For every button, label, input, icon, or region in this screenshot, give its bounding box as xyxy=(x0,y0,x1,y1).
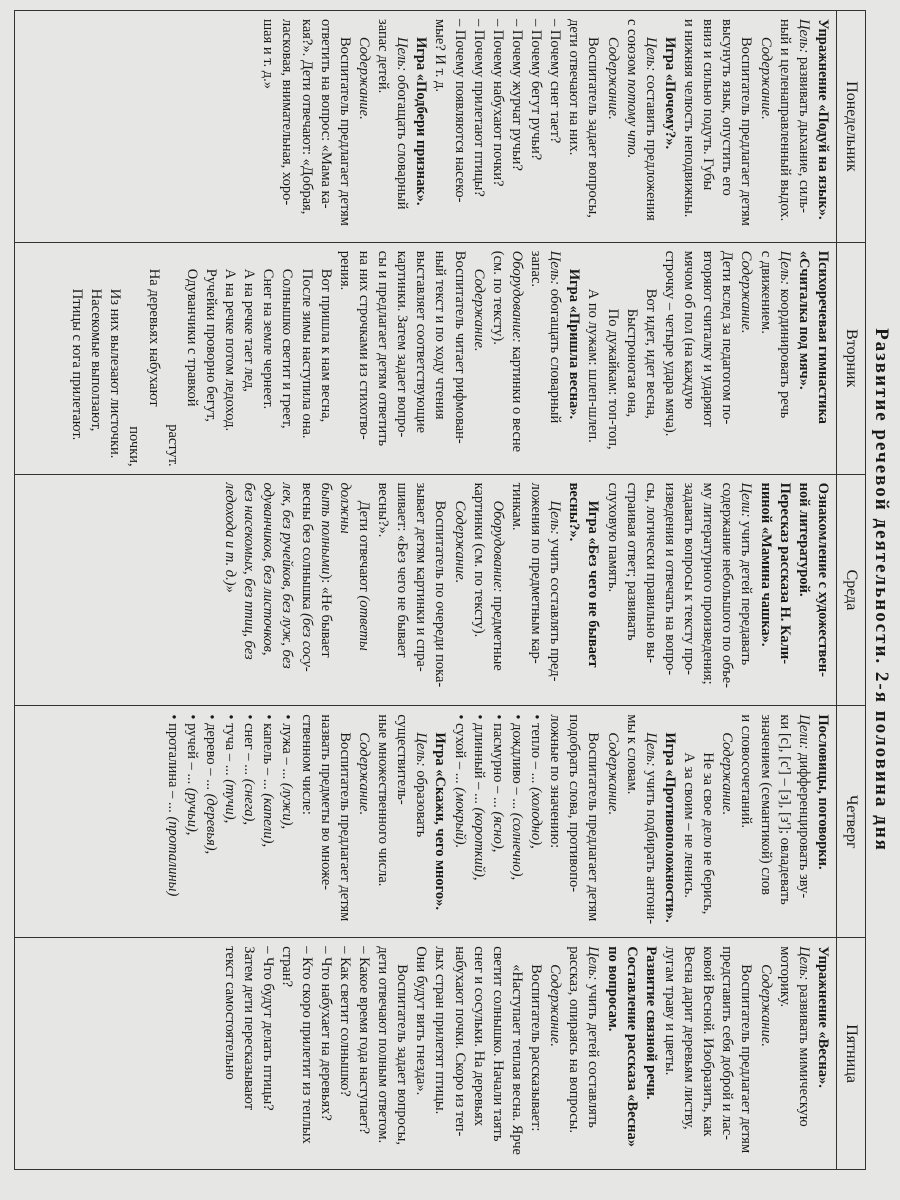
text-line: – Почему снег тает? xyxy=(547,19,564,144)
text-line: Упражнение «Весна». xyxy=(815,946,831,1088)
column-tuesday xyxy=(15,243,865,475)
text-line: Игра «Пришла весна». xyxy=(566,268,583,420)
column-header: Вторник xyxy=(836,243,865,474)
text-line: – Кто скоро прилетит из теплых xyxy=(298,946,315,1144)
text-line: Цель: развивать мимическую xyxy=(795,946,812,1127)
text-line: Цель: координировать речь xyxy=(776,250,793,419)
column-wednesday xyxy=(15,475,865,707)
text-line: Из них вылезают листочки. xyxy=(107,288,124,459)
text-line: ки [с], [с'] – [з], [з']; овладевать xyxy=(776,714,793,905)
column-body xyxy=(254,11,836,242)
text-line: и нижняя челюсть неподвижны. xyxy=(681,19,698,218)
text-line: После зимы наступила она. xyxy=(298,268,315,439)
text-line: без насекомых, без птиц, без xyxy=(241,482,258,660)
text-line: – Что набухает на деревьях? xyxy=(317,946,334,1121)
text-line: • пасмурно – ... (ясно), xyxy=(488,714,507,930)
text-line: страивая ответ; развивать xyxy=(623,482,640,641)
text-line: Ознакомление с художествен- xyxy=(815,482,831,677)
text-line: Дети вслед за педагогом по- xyxy=(719,250,736,425)
text-line: По дужайкам: топ-топ, xyxy=(604,308,621,450)
text-line: изведения и отвечать на вопро- xyxy=(662,482,678,676)
text-line: шивает: «Без чего не бывает xyxy=(394,482,411,658)
text-line: Цель: образовать существитель- xyxy=(394,714,430,838)
schedule-table xyxy=(14,10,866,1170)
text-line: Солнышко светит и греет, xyxy=(279,268,296,429)
text-line: Содержание. xyxy=(738,250,755,334)
text-line: Психоречевая гимнастика xyxy=(815,250,831,424)
text-line: с союзом потому что. xyxy=(623,19,640,159)
text-line: – Почему бегут ручьи? xyxy=(528,19,545,161)
text-line: Вот идет, идет весна, xyxy=(642,288,659,419)
text-line: картинки. Затем задает вопро- xyxy=(394,250,411,438)
text-line: А за своим – не ленись. xyxy=(681,752,698,898)
text-line: Развитие связной речи. xyxy=(642,946,659,1100)
text-line: – Какое время года наступает? xyxy=(356,946,372,1135)
text-line: содержание небольшого по объе- xyxy=(719,482,736,688)
text-line: – Почему набухают почки? xyxy=(489,19,506,187)
text-line: рения. xyxy=(336,250,353,291)
text-line: Цели: учить детей передавать xyxy=(738,482,755,666)
text-line: ковой Весной. Изобразить, как xyxy=(700,946,717,1137)
text-line: Игра «Скажи, чего много». xyxy=(432,732,449,910)
text-line: Содержание. xyxy=(356,37,372,120)
text-line: Содержание. xyxy=(356,732,372,816)
text-line: ные множественного числа. xyxy=(375,714,392,887)
text-line: А по лужам: шлеп-шлеп. xyxy=(585,288,602,443)
column-friday xyxy=(15,938,865,1169)
text-line: выставляет соответствующие xyxy=(413,250,430,434)
text-line: • туча – ... (тучи), xyxy=(220,714,239,930)
text-line: весны без солнышка (без сосу- xyxy=(298,482,315,672)
text-line: • снег – ... (снега), xyxy=(239,714,258,930)
text-line: ственном числе: xyxy=(298,714,315,815)
text-line: с движением. xyxy=(757,250,774,334)
text-line: Весна дарит деревьям листву, xyxy=(681,946,698,1130)
text-line: – Почему журчат ручьи? xyxy=(509,19,525,171)
text-line: «Наступает теплая весна. Ярче xyxy=(509,964,525,1155)
text-line: высунуть язык, опустить его xyxy=(719,19,736,196)
text-line: • дождливо – ... (солнечно), xyxy=(507,714,526,930)
text-line: Вот пришла к нам весна, xyxy=(317,268,334,423)
text-line: на них строчками из стихотво- xyxy=(356,250,372,440)
text-line: Цель: развивать дыхание, силь- xyxy=(795,19,812,213)
text-line: Содержание. xyxy=(757,37,774,120)
text-line: Содержание. xyxy=(719,732,736,816)
text-line: одуванчиков, без листочков, xyxy=(260,482,277,656)
text-line: ответить на вопрос: «Мама ка- xyxy=(317,19,334,209)
text-line: Воспитатель предлагает детям xyxy=(585,732,602,922)
text-line: лугам траву и цветы. xyxy=(662,946,678,1076)
text-line: лек, без ручейков, без луж, без xyxy=(279,482,296,669)
text-line: Пересказ рассказа Н. Кали- xyxy=(776,482,793,665)
text-line: Цель: учить подбирать антони- xyxy=(642,732,659,925)
text-line: мы к словам. xyxy=(623,714,640,795)
text-line: запас детей. xyxy=(375,19,392,94)
text-line: Игра «Без чего не бывает xyxy=(585,500,602,668)
text-line: Содержание. xyxy=(604,37,621,120)
text-line: • сухой – ... (мокрый). xyxy=(450,714,469,930)
text-line: набухают почки. Скоро из теп- xyxy=(451,946,468,1137)
text-line: назвать предметы во множе- xyxy=(317,714,334,891)
column-monday xyxy=(15,11,865,243)
text-line: Воспитатель предлагает детям xyxy=(336,732,353,922)
column-body xyxy=(159,706,836,937)
column-header: Четверг xyxy=(836,706,865,937)
text-line: «Считалка под мяч». xyxy=(795,250,812,390)
text-line: • тепло – ... (холодно), xyxy=(526,714,545,930)
text-line: А на речке тает лед, xyxy=(241,268,258,392)
text-line: сы и предлагает детям ответить xyxy=(375,250,392,447)
text-line: Воспитатель предлагает детям xyxy=(336,37,353,226)
text-line: Птицы с юга прилетают. xyxy=(69,288,86,441)
text-line: (см. по тексту). xyxy=(489,250,506,345)
text-line: дети отвечают полным ответом. xyxy=(375,946,392,1144)
text-line: вниз и сильно подуть. Губы xyxy=(700,19,717,191)
text-line: Затем дети пересказывают xyxy=(241,946,258,1111)
text-line: ледохода и т. д.)» xyxy=(222,482,239,593)
column-header: Среда xyxy=(836,475,865,706)
page-title: Развитие речевой деятельности. 2-я половина дня xyxy=(871,328,892,852)
text-line: Составление рассказа «Весна» xyxy=(623,946,640,1147)
text-line: Воспитатель задает вопросы, xyxy=(585,37,602,218)
text-line: Игра «Почему?». xyxy=(662,37,678,150)
text-line: • длинный – ... (короткий), xyxy=(469,714,488,930)
column-body xyxy=(63,243,836,474)
text-line: рассказ, опираясь на вопросы. xyxy=(566,946,583,1134)
text-line: Воспитатель предлагает детям xyxy=(738,37,755,226)
text-line: – Как светит солнышко? xyxy=(336,946,353,1097)
text-line: светит солнышко. Начали таять xyxy=(489,946,506,1142)
column-thursday xyxy=(15,706,865,938)
text-line: дети отвечают на них. xyxy=(566,19,583,156)
text-line: Оборудование: предметные xyxy=(489,500,506,671)
text-line: • лужа – ... (лужи), xyxy=(277,714,296,930)
text-line: стран? xyxy=(279,946,296,988)
text-line: растут. xyxy=(164,424,181,467)
text-line: Снег на земле чернеет. xyxy=(260,268,277,410)
text-line: ниной «Мамина чашка». xyxy=(757,482,774,647)
text-line: шая и т. д.» xyxy=(260,19,277,90)
text-line: Насекомые выползают, xyxy=(88,288,105,432)
text-line: Цель: обогащать словарный xyxy=(394,37,411,210)
text-line: На деревьях набухают xyxy=(145,268,162,407)
text-line: моторику. xyxy=(776,946,793,1008)
text-line: • ручей – ... (ручьи), xyxy=(182,714,201,930)
text-line: – Что будут делать птицы? xyxy=(260,946,277,1111)
text-line: Воспитатель читает рифмован- xyxy=(451,250,468,444)
text-line: Содержание. xyxy=(757,964,774,1047)
text-line: Содержание. xyxy=(547,964,564,1047)
text-line: мые? И т. д. xyxy=(432,19,449,93)
text-line: Пословицы, поговорки. xyxy=(815,714,831,870)
text-line: зывает детям картинки и спра- xyxy=(413,482,430,672)
text-line: вторяют считалку и ударяют xyxy=(700,250,717,427)
text-line: Воспитатель задает вопросы, xyxy=(394,964,411,1146)
text-line: лых стран прилетят птицы. xyxy=(432,946,449,1115)
text-line: и словосочетаний. xyxy=(738,714,755,828)
text-line: Цели: дифференцировать зву- xyxy=(795,714,812,899)
text-line: кая?». Дети отвечают: «Добрая, xyxy=(298,19,315,215)
text-line: му литературного произведения; xyxy=(700,482,717,685)
text-line: Игра «Противоположности». xyxy=(662,732,678,923)
text-line: Игра «Подбери признак». xyxy=(413,37,430,206)
text-line: по вопросам. xyxy=(604,946,621,1032)
text-line: Одуванчики с травкой xyxy=(183,268,200,407)
text-line: Они будут вить гнезда». xyxy=(413,946,430,1096)
text-line: • дерево – ... (деревья), xyxy=(201,714,220,930)
column-header: Понедельник xyxy=(836,11,865,242)
text-line: строчку – четыре удара мяча). xyxy=(662,250,678,437)
text-line: – Почему прилетают птицы? xyxy=(470,19,487,197)
text-line: Содержание. xyxy=(470,268,487,352)
text-line: представить себя доброй и лас- xyxy=(719,946,736,1140)
text-line: Воспитатель предлагает детям xyxy=(738,964,755,1154)
text-line: запас. xyxy=(528,250,545,288)
text-line: слуховую память. xyxy=(604,482,621,593)
text-line: Быстроногая она, xyxy=(623,308,640,418)
text-line: • капель – ... (капели), xyxy=(258,714,277,930)
text-line: Содержание. xyxy=(604,732,621,816)
text-line: весны?». xyxy=(375,482,392,538)
text-line: ный и целенаправленный выдох. xyxy=(776,19,793,222)
column-body xyxy=(216,938,836,1169)
text-line: тинкам. xyxy=(509,482,525,531)
text-line: Воспитатель рассказывает: xyxy=(528,964,545,1132)
text-line: сы, логически правильно вы- xyxy=(642,482,659,664)
text-line: Воспитатель по очереди пока- xyxy=(432,500,449,688)
text-line: Оборудование: картинки о весне xyxy=(509,250,525,453)
text-line: почки, xyxy=(126,426,143,467)
text-line: Цель: составить предложения xyxy=(642,37,659,221)
text-line: – Почему появляются насеко- xyxy=(451,19,468,203)
text-line: снег и сосульки. На деревьях xyxy=(470,946,487,1126)
text-line: Дети отвечают (ответы должны xyxy=(336,482,372,651)
text-line: ный текст и по ходу чтения xyxy=(432,250,449,420)
column-header: Пятница xyxy=(836,938,865,1169)
text-line: Цель: обогащать словарный xyxy=(547,250,564,424)
text-line: весны?». xyxy=(566,482,583,542)
text-line: ласковая, внимательная, хоро- xyxy=(279,19,296,206)
text-line: Цель: учить детей составлять xyxy=(585,946,602,1128)
text-line: значением (семантикой) слов xyxy=(757,714,774,896)
text-line: быть полными): «Не бывает xyxy=(317,482,334,658)
text-line: задавать вопросы к тексту про- xyxy=(681,482,698,675)
text-line: ложные по значению: xyxy=(547,714,564,849)
text-line: подобрать слова, противопо- xyxy=(566,714,583,893)
text-line: Не за свое дело не берись, xyxy=(700,752,717,915)
text-line: картинки (см. по тексту). xyxy=(470,482,487,638)
text-line: Упражнение «Подуй на язык». xyxy=(815,19,831,220)
text-line: Цель: учить составлять пред- xyxy=(547,500,564,682)
text-line: Содержание. xyxy=(451,500,468,584)
text-line: ной литературой. xyxy=(795,482,812,597)
text-line: Ручейки проворно бегут, xyxy=(203,268,219,422)
text-line: ложения по предметным кар- xyxy=(528,482,545,664)
column-body xyxy=(216,475,836,706)
text-line: текст самостоятельно xyxy=(222,946,239,1080)
text-line: мячом об пол (на каждую xyxy=(681,250,698,410)
text-line: А на речке потом ледоход. xyxy=(222,268,239,432)
text-line: • проталина – ... (проталины) xyxy=(163,714,182,930)
